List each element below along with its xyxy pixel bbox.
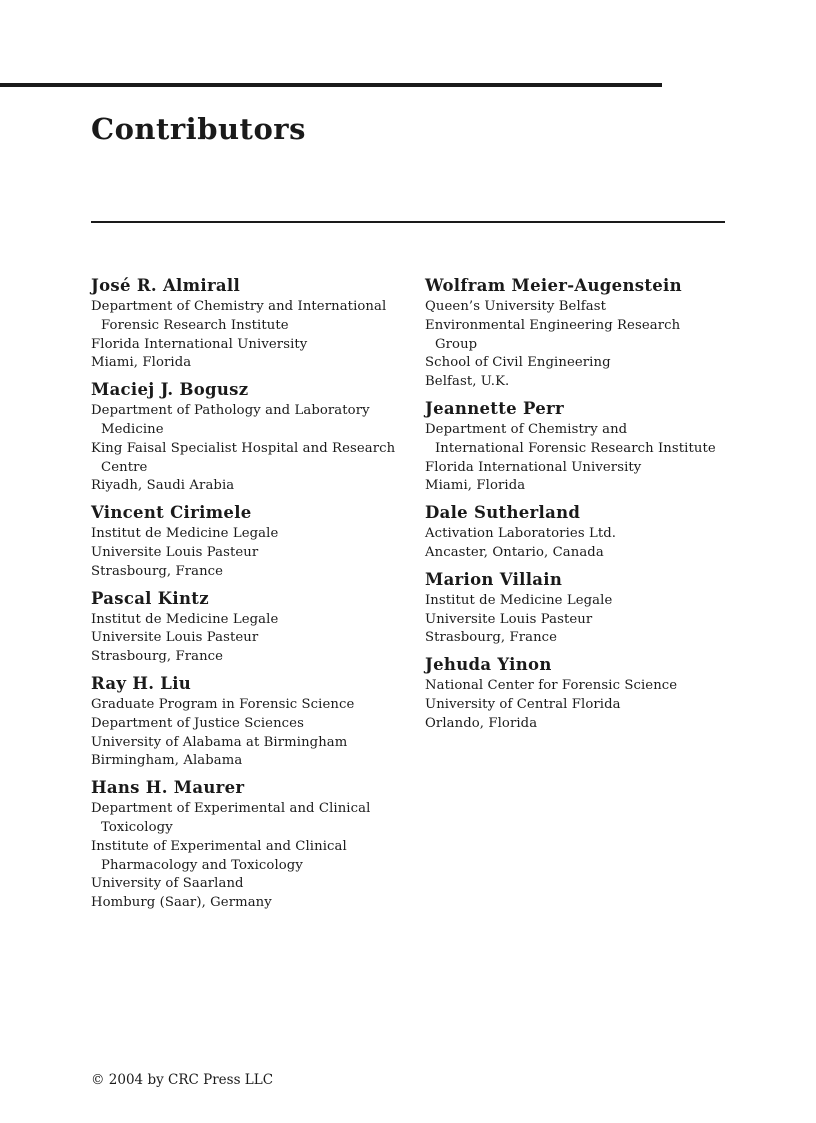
affiliation-line: Forensic Research Institute [101,317,289,333]
contributor-entry [91,588,401,667]
affiliation-line: Universite Louis Pasteur [91,544,259,560]
affiliation-line: Environmental Engineering Research [425,317,681,333]
affiliation-line: Graduate Program in Forensic Science [91,696,355,712]
contributor-name: Dale Sutherland [425,503,581,523]
affiliation-line: Florida International University [425,459,642,475]
affiliation-line: International Forensic Research Institute [435,440,716,456]
affiliation-line: Institut de Medicine Legale [425,592,613,608]
affiliation-line: Activation Laboratories Ltd. [425,526,617,542]
affiliation-line: Birmingham, Alabama [91,753,243,769]
affiliation-line: Department of Pathology and Laboratory [91,403,370,419]
affiliation-line: Universite Louis Pasteur [425,611,593,627]
contributor-entry [91,502,401,581]
contributor-name: Pascal Kintz [91,588,209,608]
affiliation-line: Group [435,336,478,352]
contributor-name: Ray H. Liu [91,673,192,693]
affiliation-line: Department of Experimental and Clinical [91,801,371,817]
title-rule [91,221,725,223]
contributor-entry [425,569,735,648]
affiliation-line: University of Saarland [91,876,244,892]
contributor-name: Jeannette Perr [425,398,565,418]
affiliation-line: Ancaster, Ontario, Canada [425,544,604,560]
contributor-entry [425,654,735,733]
top-rule [0,83,662,87]
affiliation-line: Institute of Experimental and Clinical [91,838,347,854]
affiliation-line: Belfast, U.K. [425,374,510,390]
contributor-name: Hans H. Maurer [91,778,245,798]
affiliation-line: University of Alabama at Birmingham [91,734,348,750]
contributor-name: Marion Villain [425,569,563,589]
affiliation-line: Riyadh, Saudi Arabia [91,478,235,494]
affiliation-line: Department of Justice Sciences [91,715,304,731]
contributor-entry [91,673,401,771]
copyright-footer: © 2004 by CRC Press LLC [91,1072,274,1088]
affiliation-line: Strasbourg, France [91,649,224,665]
contributor-entry [91,777,401,913]
contributor-entry [425,275,735,392]
contributor-name: Vincent Cirimele [91,503,252,523]
contributor-name: Wolfram Meier-Augenstein [425,276,682,295]
affiliation-line: National Center for Forensic Science [425,678,678,694]
affiliation-line: Department of Chemistry and [425,421,628,437]
affiliation-line: Institut de Medicine Legale [91,611,279,627]
affiliation-line: Toxicology [101,819,173,835]
page-title: Contributors [91,112,306,146]
affiliation-line: Queen’s University Belfast [425,299,606,314]
affiliation-line: University of Central Florida [425,696,621,712]
affiliation-line: Department of Chemistry and International [91,299,387,314]
contributor-name: Maciej J. Bogusz [91,380,249,400]
affiliation-line: Miami, Florida [425,478,526,494]
contributor-entry [91,379,401,496]
contributor-entry [91,275,401,373]
affiliation-line: Homburg (Saar), Germany [91,895,272,911]
affiliation-line: Universite Louis Pasteur [91,630,259,646]
affiliation-line: Florida International University [91,336,308,352]
affiliation-line: Institut de Medicine Legale [91,526,279,542]
contributor-entry [425,398,735,496]
affiliation-line: Centre [101,459,148,475]
affiliation-line: Miami, Florida [91,355,192,371]
affiliation-line: Orlando, Florida [425,715,538,731]
contributors-left-column [91,275,401,919]
contributor-entry [425,502,735,563]
affiliation-line: Pharmacology and Toxicology [101,857,303,873]
contributor-name: José R. Almirall [91,276,241,295]
contributors-right-column [425,275,735,740]
affiliation-line: King Faisal Specialist Hospital and Research [91,440,396,456]
affiliation-line: Strasbourg, France [425,630,558,646]
contributor-name: Jehuda Yinon [425,655,552,675]
affiliation-line: Strasbourg, France [91,563,224,579]
affiliation-line: School of Civil Engineering [425,355,611,371]
affiliation-line: Medicine [101,421,164,437]
